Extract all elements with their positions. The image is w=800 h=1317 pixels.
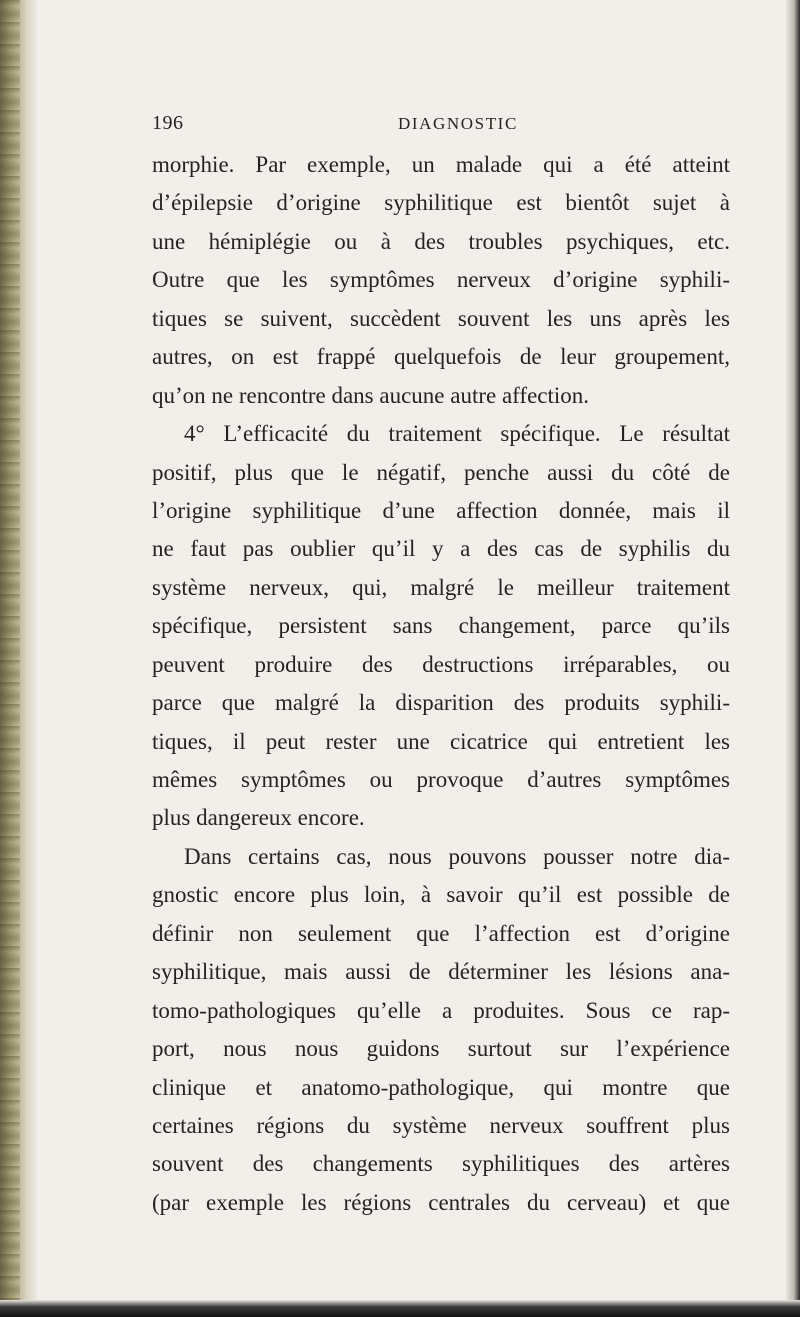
text-line: l’origine syphilitique d’une affection donnée, mais il [152, 497, 730, 523]
text-line: Outre que les symptômes nerveux d’origine syphili- [152, 267, 730, 293]
page-right-edge [786, 0, 800, 1317]
text-line: qu’on ne rencontre dans aucune autre affection. [152, 382, 590, 408]
text-line: plus dangereux encore. [152, 805, 365, 831]
text-line: clinique et anatomo-pathologique, qui montre que [152, 1074, 730, 1100]
text-line: parce que malgré la disparition des produits syphili- [152, 690, 730, 716]
text-line: Dans certains cas, nous pouvons pousser notre dia- [184, 843, 730, 869]
body-text [152, 146, 730, 1222]
text-line: tomo-pathologiques qu’elle a produites. Sous ce rap- [152, 997, 730, 1023]
text-line: définir non seulement que l’affection est d’origine [152, 920, 730, 946]
text-line: système nerveux, qui, malgré le meilleur traitement [152, 574, 730, 600]
text-line: gnostic encore plus loin, à savoir qu’il est possible de [152, 882, 730, 908]
text-line: morphie. Par exemple, un malade qui a été atteint [152, 152, 730, 177]
page-header [152, 112, 732, 140]
text-line: certaines régions du système nerveux souffrent plus [152, 1112, 730, 1138]
text-line: 4° L’efficacité du traitement spécifique. Le résultat [184, 421, 730, 447]
text-line: autres, on est frappé quelquefois de leur groupement, [152, 344, 730, 370]
text-line: ne faut pas oublier qu’il y a des cas de syphilis du [152, 536, 730, 562]
text-line: port, nous nous guidons surtout sur l’expérience [152, 1036, 730, 1062]
text-line: peuvent produire des destructions irréparables, ou [152, 651, 730, 677]
text-line: spécifique, persistent sans changement, parce qu’ils [152, 613, 730, 639]
text-line: souvent des changements syphilitiques des artères [152, 1151, 730, 1177]
text-line: d’épilepsie d’origine syphilitique est bientôt sujet à [152, 190, 730, 216]
text-line: syphilitique, mais aussi de déterminer les lésions ana- [152, 959, 730, 985]
page-bottom-edge [0, 1300, 800, 1317]
text-line: positif, plus que le négatif, penche aussi du côté de [152, 459, 730, 485]
text-line: mêmes symptômes ou provoque d’autres symptômes [152, 767, 730, 792]
text-line: (par exemple les régions centrales du cerveau) et que [152, 1189, 730, 1215]
text-line: une hémiplégie ou à des troubles psychiques, etc. [152, 228, 730, 254]
text-line: tiques se suivent, succèdent souvent les uns après les [152, 305, 730, 331]
running-head: DIAGNOSTIC [398, 114, 518, 133]
text-line: tiques, il peut rester une cicatrice qui entretient les [152, 728, 730, 754]
binding-texture [0, 0, 20, 1317]
page-number: 196 [152, 112, 184, 134]
